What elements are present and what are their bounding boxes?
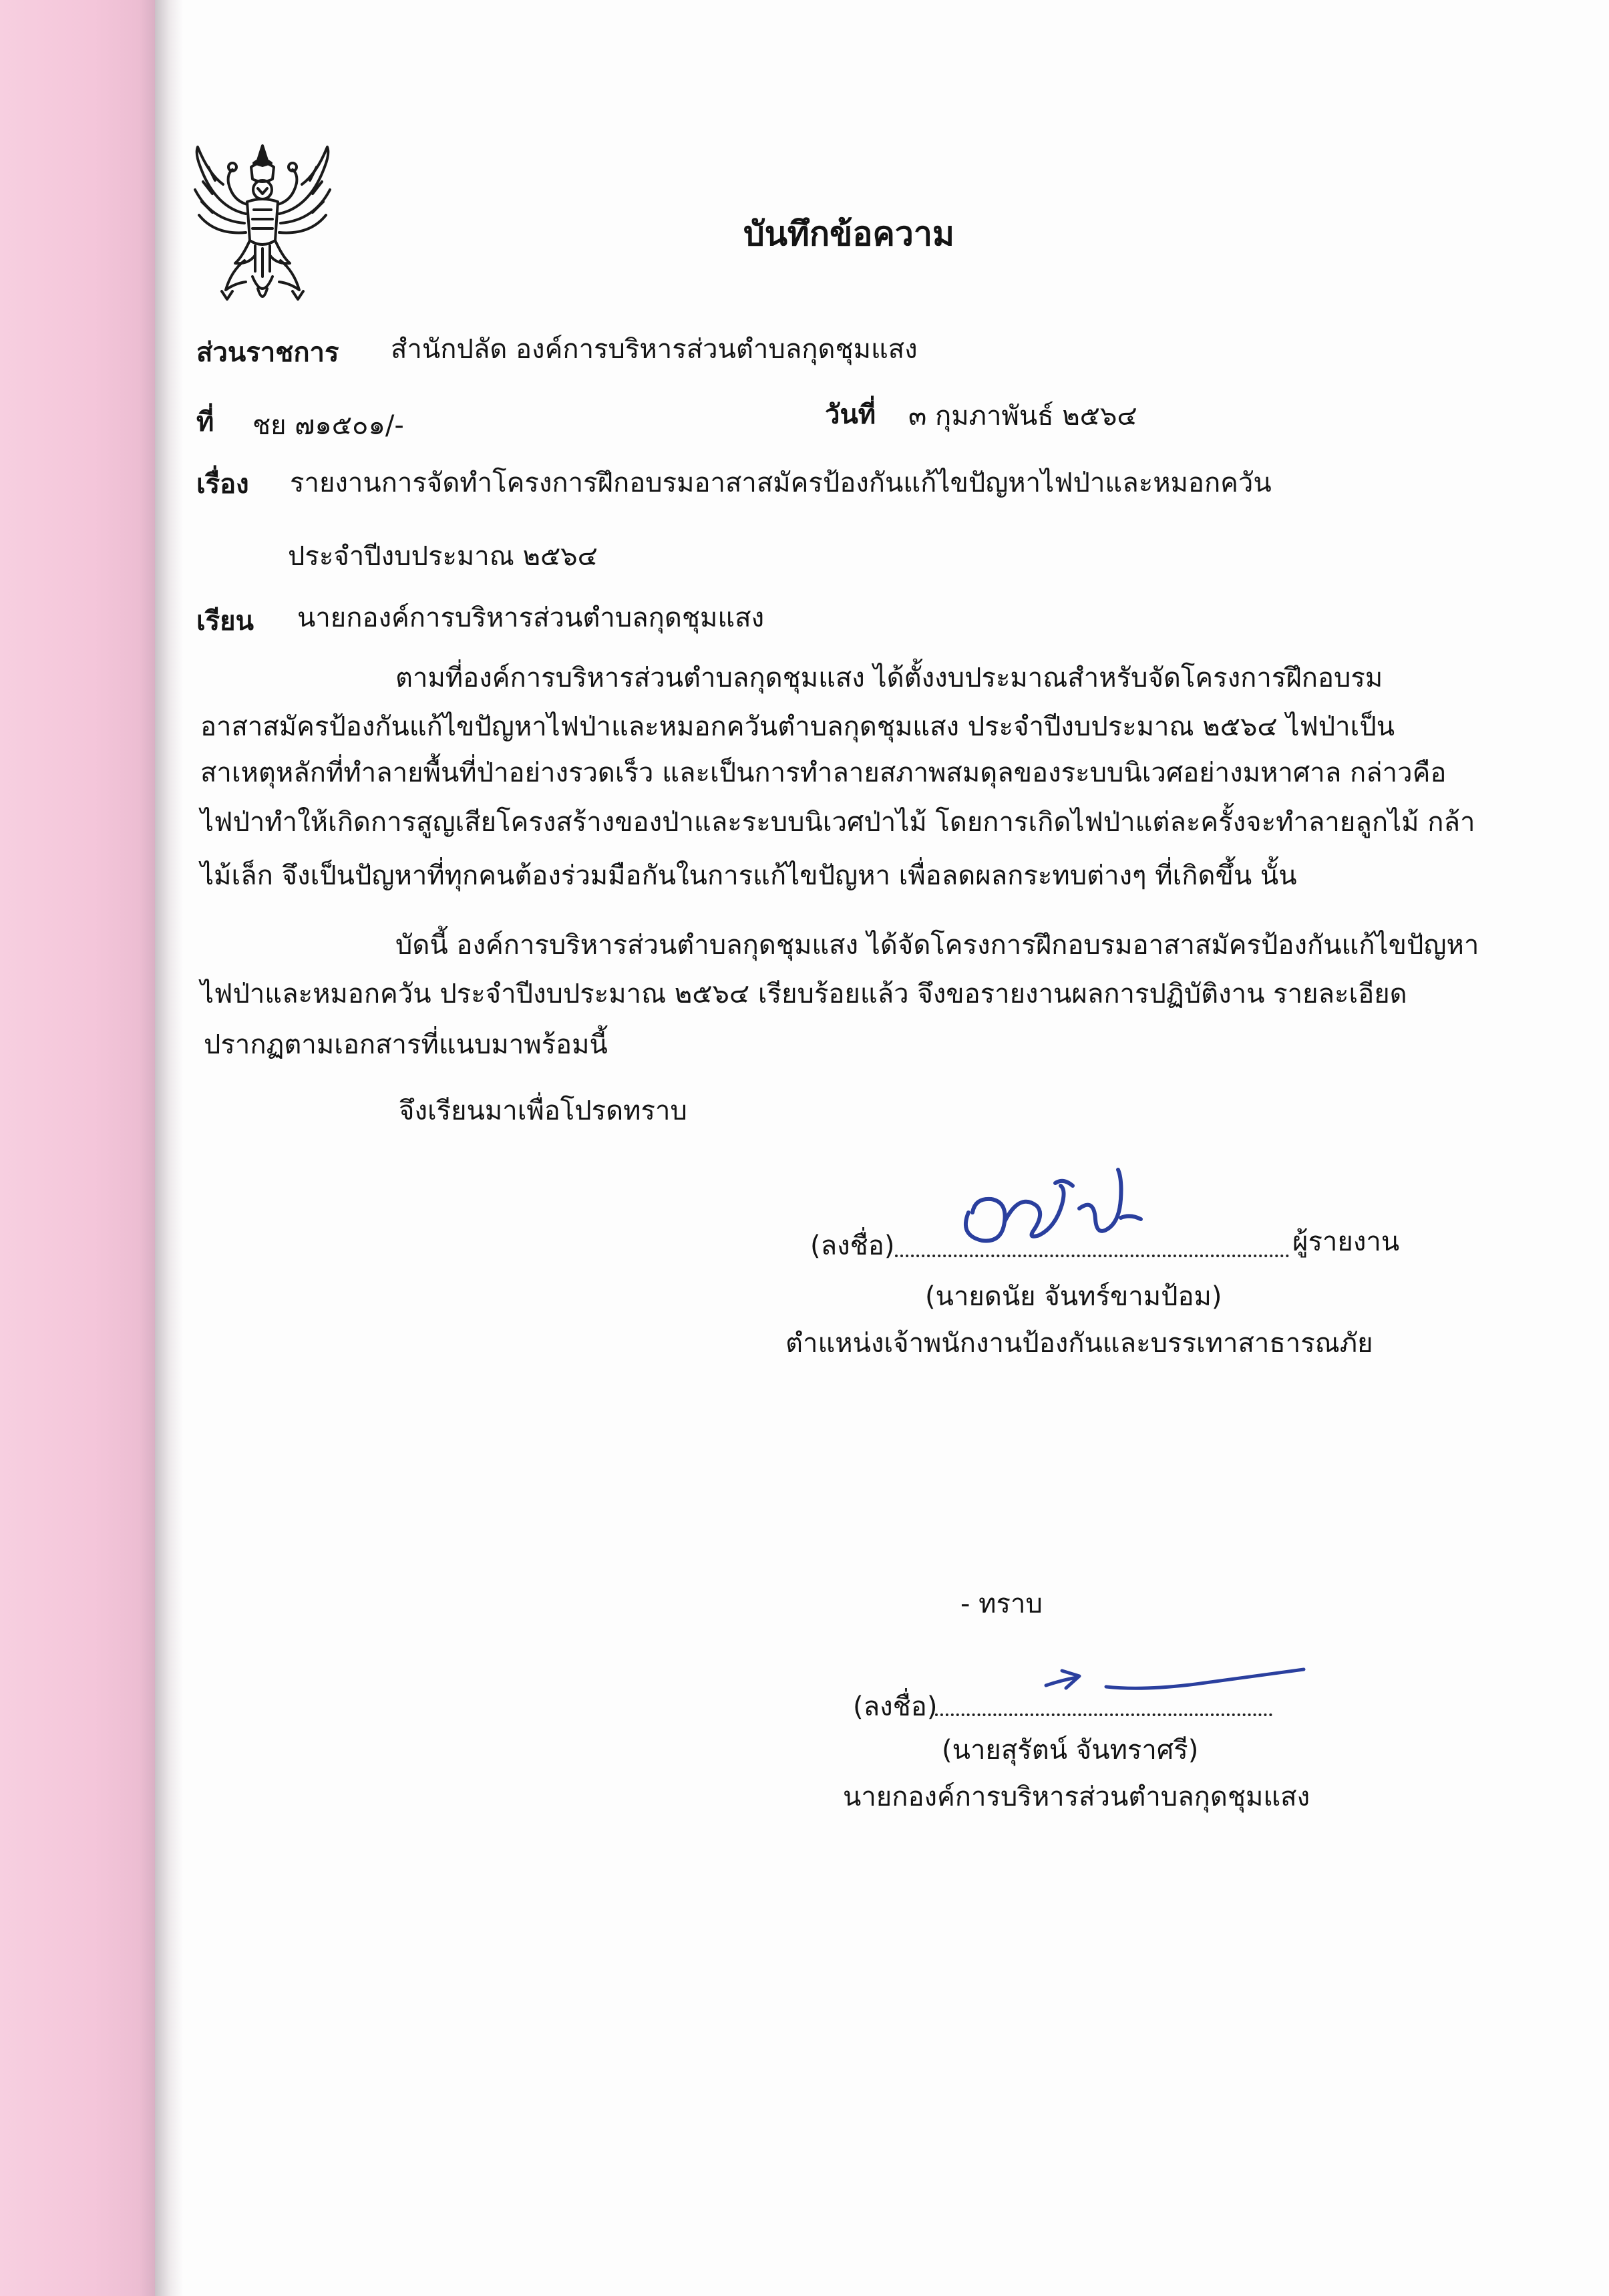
subject-label: เรื่อง: [196, 469, 249, 500]
signature1-suffix: ผู้รายงาน: [1292, 1226, 1400, 1257]
subject-line-1: รายงานการจัดทำโครงการฝึกอบรมอาสาสมัครป้องกันแก้ไขปัญหาไฟป่าและหมอกควัน: [290, 468, 1272, 498]
garuda-emblem-icon: [188, 140, 337, 309]
body-line: ไฟป่าทำให้เกิดการสูญเสียโครงสร้างของป่าและระบบนิเวศป่าไม้ โดยการเกิดไฟป่าแต่ละครั้งจะทำลายลูกไม้ กล้า: [200, 807, 1475, 838]
signature1-prefix: (ลงชื่อ): [810, 1231, 895, 1261]
signature1-position: ตำแหน่งเจ้าพนักงานป้องกันและบรรเทาสาธารณภัย: [785, 1328, 1373, 1359]
date-label: วันที่: [825, 399, 876, 430]
memo-title: บันทึกข้อความ: [743, 214, 954, 253]
ref-label: ที่: [196, 407, 214, 438]
subject-line-2: ประจำปีงบประมาณ ๒๕๖๔: [288, 541, 598, 572]
signature2-prefix: (ลงชื่อ): [853, 1691, 938, 1722]
signature2-dotted-line: [935, 1713, 1272, 1716]
handwritten-signature-2-icon: [1042, 1660, 1309, 1707]
body-line: ตามที่องค์การบริหารส่วนตำบลกุดชุมแสง ได้ตั้งงบประมาณสำหรับจัดโครงการฝึกอบรม: [395, 663, 1383, 693]
body-line: ปรากฏตามเอกสารที่แนบมาพร้อมนี้: [204, 1029, 608, 1060]
to-label: เรียน: [196, 606, 254, 637]
body-line: อาสาสมัครป้องกันแก้ไขปัญหาไฟป่าและหมอกควันตำบลกุดชุมแสง ประจำปีงบประมาณ ๒๕๖๔ ไฟป่าเป็น: [200, 711, 1395, 742]
body-line: ไม้เล็ก จึงเป็นปัญหาที่ทุกคนต้องร่วมมือกันในการแก้ไขปัญหา เพื่อลดผลกระทบต่างๆ ที่เกิดขึ้น นั้น: [200, 860, 1297, 891]
ref-number: ชย ๗๑๕๐๑/-: [252, 410, 404, 441]
agency-label: ส่วนราชการ: [196, 337, 339, 368]
to-value: นายกองค์การบริหารส่วนตำบลกุดชุมแสง: [297, 603, 765, 633]
body-line: บัดนี้ องค์การบริหารส่วนตำบลกุดชุมแสง ได้จัดโครงการฝึกอบรมอาสาสมัครป้องกันแก้ไขปัญหา: [395, 930, 1479, 961]
date-value: ๓ กุมภาพันธ์ ๒๕๖๔: [908, 401, 1137, 432]
body-line: สาเหตุหลักที่ทำลายพื้นที่ป่าอย่างรวดเร็ว และเป็นการทำลายสภาพสมดุลของระบบนิเวศอย่างมหาศาล กล่าวคือ: [200, 758, 1447, 788]
body-line: ไฟป่าและหมอกควัน ประจำปีงบประมาณ ๒๕๖๔ เรียบร้อยแล้ว จึงขอรายงานผลการปฏิบัติงาน รายละเอียด: [200, 979, 1407, 1009]
agency-value: สำนักปลัด องค์การบริหารส่วนตำบลกุดชุมแสง: [391, 334, 918, 365]
scan-pink-margin: [0, 0, 155, 2296]
acknowledgement-text: - ทราบ: [960, 1589, 1043, 1619]
signature1-name: (นายดนัย จันทร์ขามป้อม): [925, 1281, 1222, 1312]
signature2-name: (นายสุรัตน์ จันทราศรี): [942, 1735, 1199, 1766]
handwritten-signature-1-icon: [955, 1166, 1149, 1253]
signature1-dotted-line: [895, 1255, 1289, 1257]
closing-line: จึงเรียนมาเพื่อโปรดทราบ: [399, 1096, 687, 1126]
signature2-position: นายกองค์การบริหารส่วนตำบลกุดชุมแสง: [843, 1782, 1310, 1812]
scan-fold-shadow: [155, 0, 183, 2296]
